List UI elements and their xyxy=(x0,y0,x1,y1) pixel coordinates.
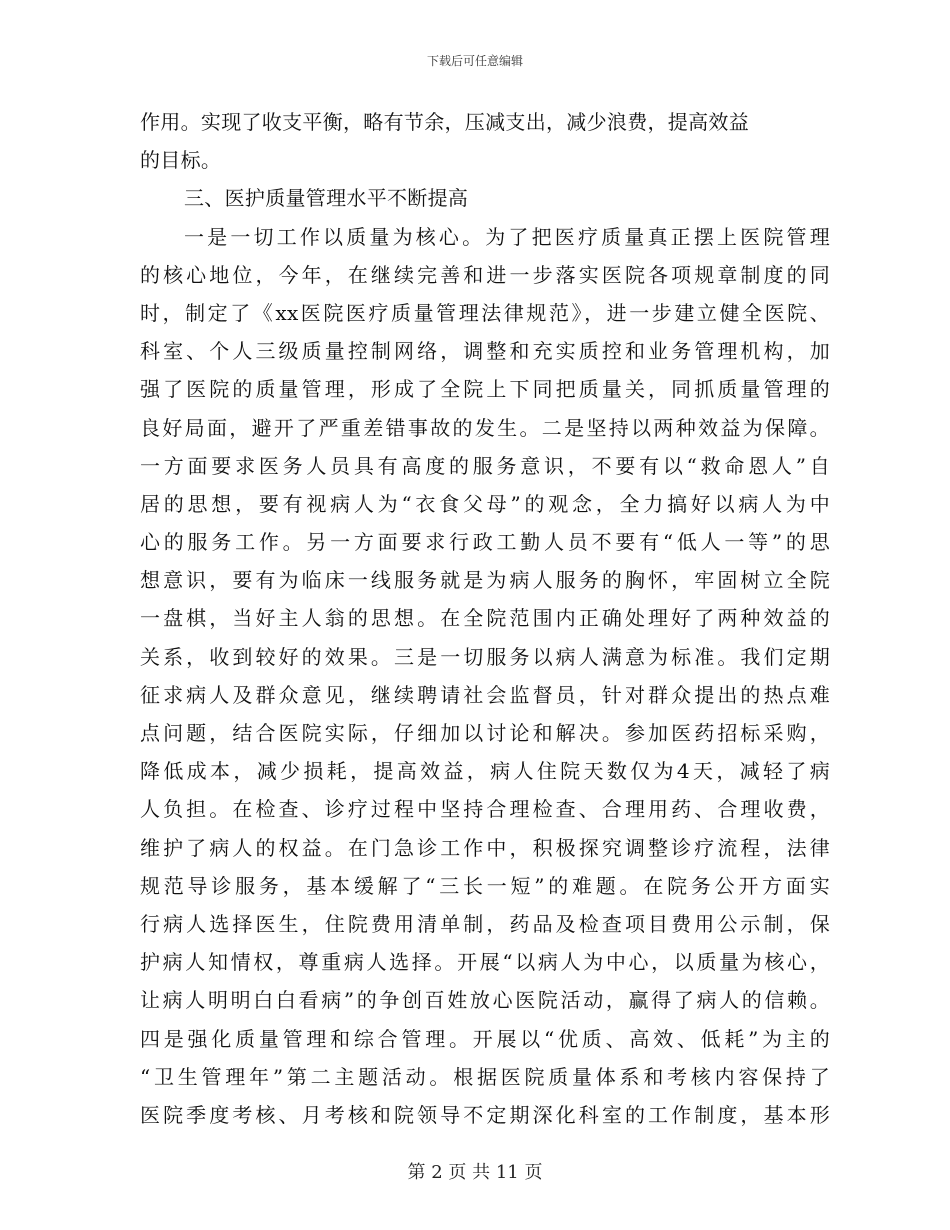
text-line: 强了医院的质量管理，形成了全院上下同把质量关，同抓质量管理的 xyxy=(140,377,830,402)
text-line: 让病人明明白白看病”的争创百姓放心医院活动，赢得了病人的信赖。 xyxy=(140,988,830,1013)
text-line: 医院季度考核、月考核和院领导不定期深化科室的工作制度，基本形 xyxy=(140,1102,830,1127)
text-line: 护病人知情权，尊重病人选择。开展“以病人为中心，以质量为核心， xyxy=(140,950,830,975)
text-line: 时，制定了《xx医院医疗质量管理法律规范》，进一步建立健全医院、 xyxy=(140,300,830,325)
text-line: 规范导诊服务，基本缓解了“三长一短”的难题。在院务公开方面实 xyxy=(140,873,830,898)
text-line: 一方面要求医务人员具有高度的服务意识，不要有以“救命恩人”自 xyxy=(140,453,830,478)
text-line: 征求病人及群众意见，继续聘请社会监督员，针对群众提出的热点难 xyxy=(140,682,830,707)
text-line: “卫生管理年”第二主题活动。根据医院质量体系和考核内容保持了 xyxy=(140,1064,830,1089)
text-line: 关系，收到较好的效果。三是一切服务以病人满意为标准。我们定期 xyxy=(140,644,830,669)
text-line: 良好局面，避开了严重差错事故的发生。二是坚持以两种效益为保障。 xyxy=(140,415,830,440)
text-line: 降低成本，减少损耗，提高效益，病人住院天数仅为4天，减轻了病 xyxy=(140,759,830,784)
text-line: 作用。实现了收支平衡，略有节余，压减支出，减少浪费，提高效益 xyxy=(140,110,749,134)
text-line: 想意识，要有为临床一线服务就是为病人服务的胸怀，牢固树立全院 xyxy=(140,568,830,593)
text-line: 维护了病人的权益。在门急诊工作中，积极探究调整诊疗流程，法律 xyxy=(140,835,830,860)
text-line: 四是强化质量管理和综合管理。开展以“优质、高效、低耗”为主的 xyxy=(140,1026,830,1051)
text-line: 居的思想，要有视病人为“衣食父母”的观念，全力搞好以病人为中 xyxy=(140,491,830,516)
text-line: 一是一切工作以质量为核心。为了把医疗质量真正摆上医院管理 xyxy=(184,224,830,249)
section-heading: 三、医护质量管理水平不断提高 xyxy=(184,186,469,211)
page-number-footer: 第 2 页 共 11 页 xyxy=(407,1162,543,1183)
text-line: 点问题，结合医院实际，仔细加以讨论和解决。参加医药招标采购， xyxy=(140,721,830,745)
text-line: 一盘棋，当好主人翁的思想。在全院范围内正确处理好了两种效益的 xyxy=(140,606,830,631)
text-line: 人负担。在检查、诊疗过程中坚持合理检查、合理用药、合理收费， xyxy=(140,797,830,822)
text-line: 的核心地位，今年，在继续完善和进一步落实医院各项规章制度的同 xyxy=(140,262,830,287)
page-header: 下载后可任意编辑 xyxy=(426,54,523,68)
document-body xyxy=(140,103,830,1134)
text-line: 科室、个人三级质量控制网络，调整和充实质控和业务管理机构，加 xyxy=(140,339,830,364)
text-line: 心的服务工作。另一方面要求行政工勤人员不要有“低人一等”的思 xyxy=(140,530,830,555)
text-line: 的目标。 xyxy=(140,148,222,173)
text-line: 行病人选择医生，住院费用清单制，药品及检查项目费用公示制，保 xyxy=(140,911,830,936)
